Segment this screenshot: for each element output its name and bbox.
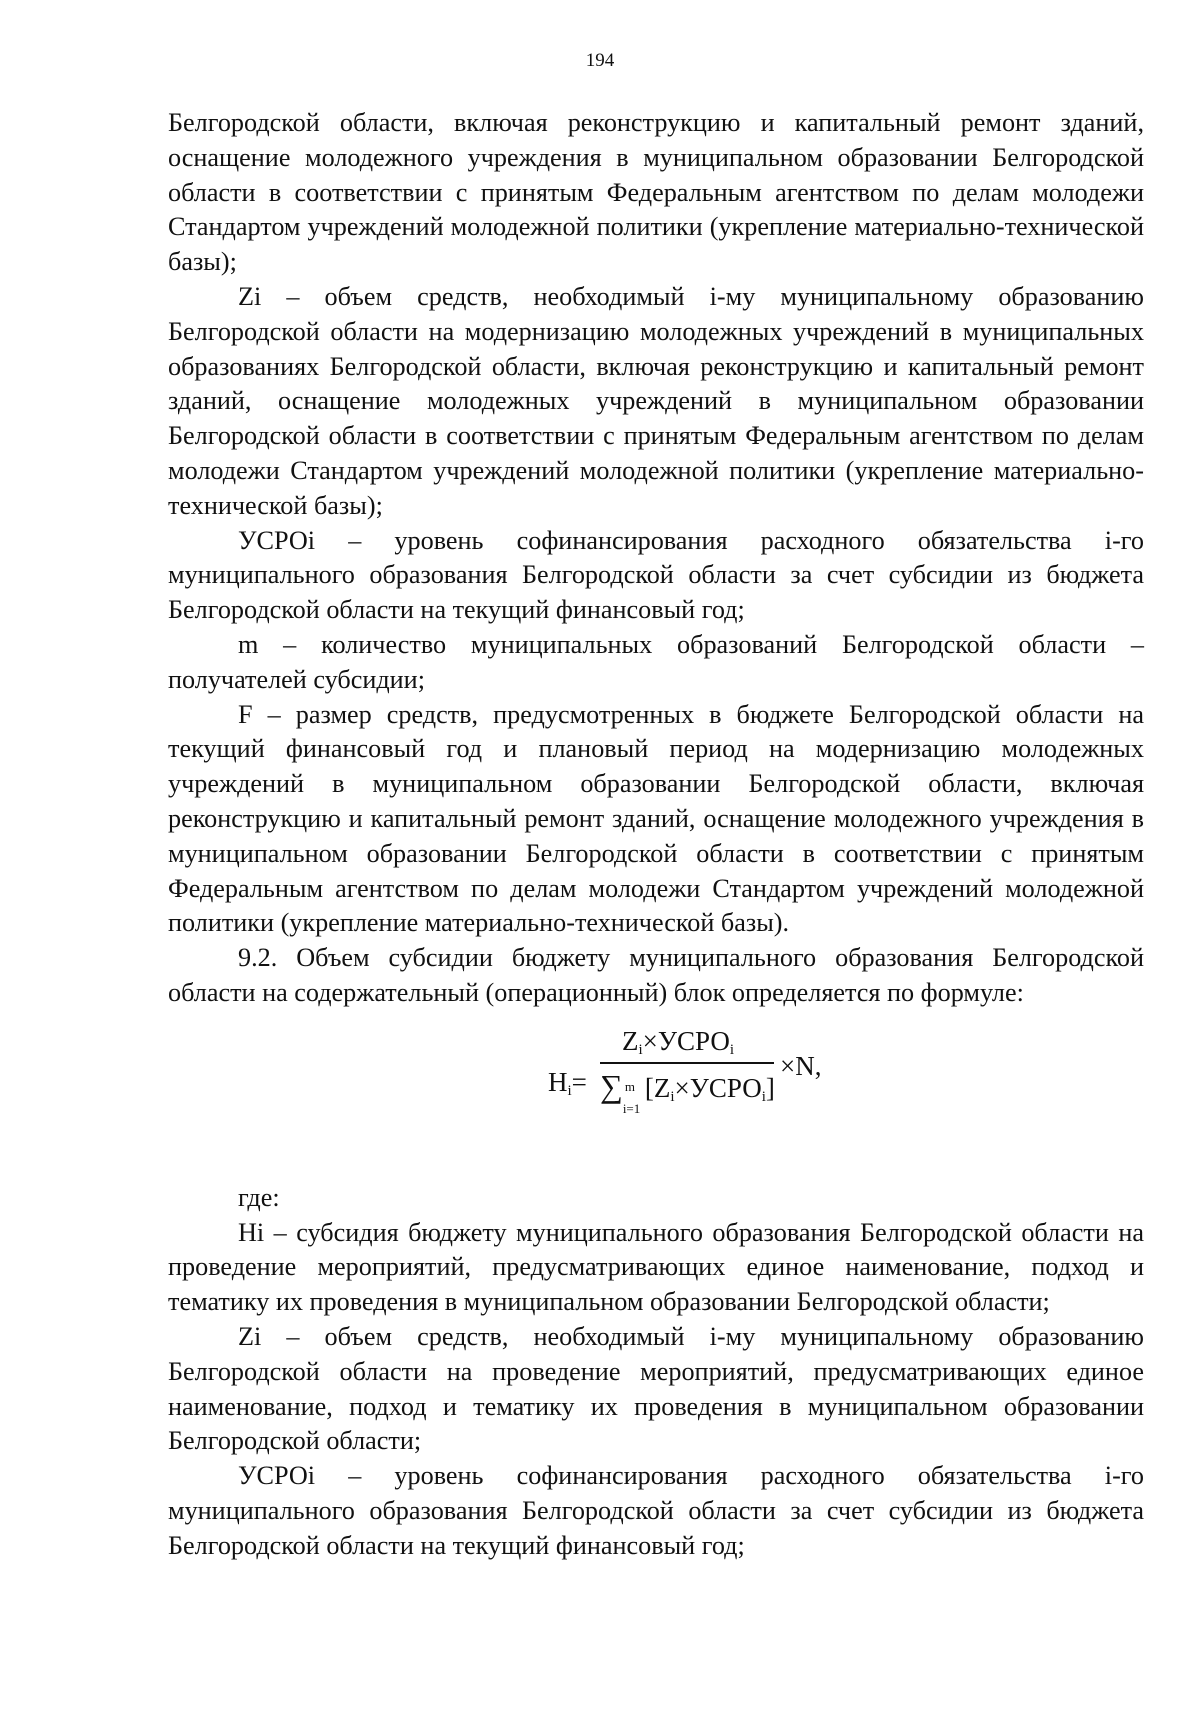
formula-block: [168, 1011, 1144, 1181]
denominator-usro: УСРО: [689, 1072, 762, 1103]
sum-limits: [622, 1076, 645, 1116]
paragraph-4: m – количество муниципальных образований Белгородской области – получателей субсидии;: [168, 629, 1144, 694]
paragraph-7: Hi – субсидия бюджету муниципального образования Белгородской области на проведение мероприятий, предусматривающих единое наименование, подход и тематику их проведения в муниципальном образовании Белгородской области;: [168, 1217, 1144, 1317]
denominator-z: Z: [653, 1072, 671, 1103]
denominator-z-index: i: [670, 1088, 675, 1105]
open-bracket: [: [644, 1072, 654, 1103]
numerator-usro-index: i: [729, 1041, 735, 1058]
formula-equals: =: [571, 1066, 587, 1097]
close-bracket: ]: [765, 1072, 775, 1103]
numerator-z: Z: [622, 1025, 639, 1056]
denominator-usro-index: i: [761, 1088, 766, 1105]
where-label: где:: [238, 1182, 280, 1212]
formula-lhs: [548, 1065, 587, 1100]
formula-lhs-symbol: H: [548, 1066, 568, 1097]
fraction-bar: [600, 1062, 774, 1064]
document-body: [168, 106, 1144, 1563]
numerator-usro: УСРО: [657, 1025, 730, 1056]
numerator-times: ×: [642, 1025, 658, 1056]
sum-upper-limit: m: [624, 1078, 635, 1094]
sum-lower-limit: i=1: [622, 1100, 641, 1116]
sum-symbol: ∑: [600, 1067, 623, 1104]
formula-denominator: [600, 1067, 775, 1116]
paragraph-5: F – размер средств, предусмотренных в бюджете Белгородской области на текущий финансовый год и плановый период на модернизацию молодежных учреждений в муниципальном образовании Белгородской области, включая реконструкцию и капитальный ремонт зданий, оснащение молодежного учреждения в муниципальном образовании Белгородской области в соответствии с принятым Федеральным агентством по делам молодежи Стандартом учреждений молодежной политики (укрепление материально-технической базы).: [168, 699, 1144, 938]
paragraph-2: Zi – объем средств, необходимый i-му муниципальному образованию Белгородской области на модернизацию молодежных учреждений в муниципальных образованиях Белгородской области, включая реконструкцию и капитальный ремонт зданий, оснащение молодежных учреждений в муниципальном образовании Белгородской области в соответствии с принятым Федеральным агентством по делам молодежи Стандартом учреждений молодежной политики (укрепление материально-технической базы);: [168, 281, 1144, 520]
paragraph-3: УСРОi – уровень софинансирования расходного обязательства i-го муниципального образования Белгородской области за счет субсидии из бюджета Белгородской области на текущий финансовый год;: [168, 525, 1144, 625]
paragraph-8: Zi – объем средств, необходимый i-му муниципальному образованию Белгородской области на проведение мероприятий, предусматривающих единое наименование, подход и тематику их проведения в муниципальном образовании Белгородской области;: [168, 1321, 1144, 1456]
paragraph-6: 9.2. Объем субсидии бюджету муниципального образования Белгородской области на содержательный (операционный) блок определяется по формуле:: [168, 943, 1144, 1007]
formula-lhs-index: i: [567, 1082, 572, 1099]
paragraph-1: Белгородской области, включая реконструкцию и капитальный ремонт зданий, оснащение молодежного учреждения в муниципальном образовании Белгородской области в соответствии с принятым Федеральным агентством по делам молодежи Стандартом учреждений молодежной политики (укрепление материально-технической базы);: [168, 108, 1144, 277]
formula-numerator: [622, 1024, 734, 1059]
page-number: 194: [585, 50, 615, 71]
formula-rhs: ×N,: [780, 1050, 822, 1081]
paragraph-9: УСРОi – уровень софинансирования расходного обязательства i-го муниципального образования Белгородской области за счет субсидии из бюджета Белгородской области на текущий финансовый год;: [168, 1461, 1144, 1560]
denominator-times: ×: [674, 1072, 690, 1103]
numerator-z-index: i: [638, 1041, 643, 1058]
